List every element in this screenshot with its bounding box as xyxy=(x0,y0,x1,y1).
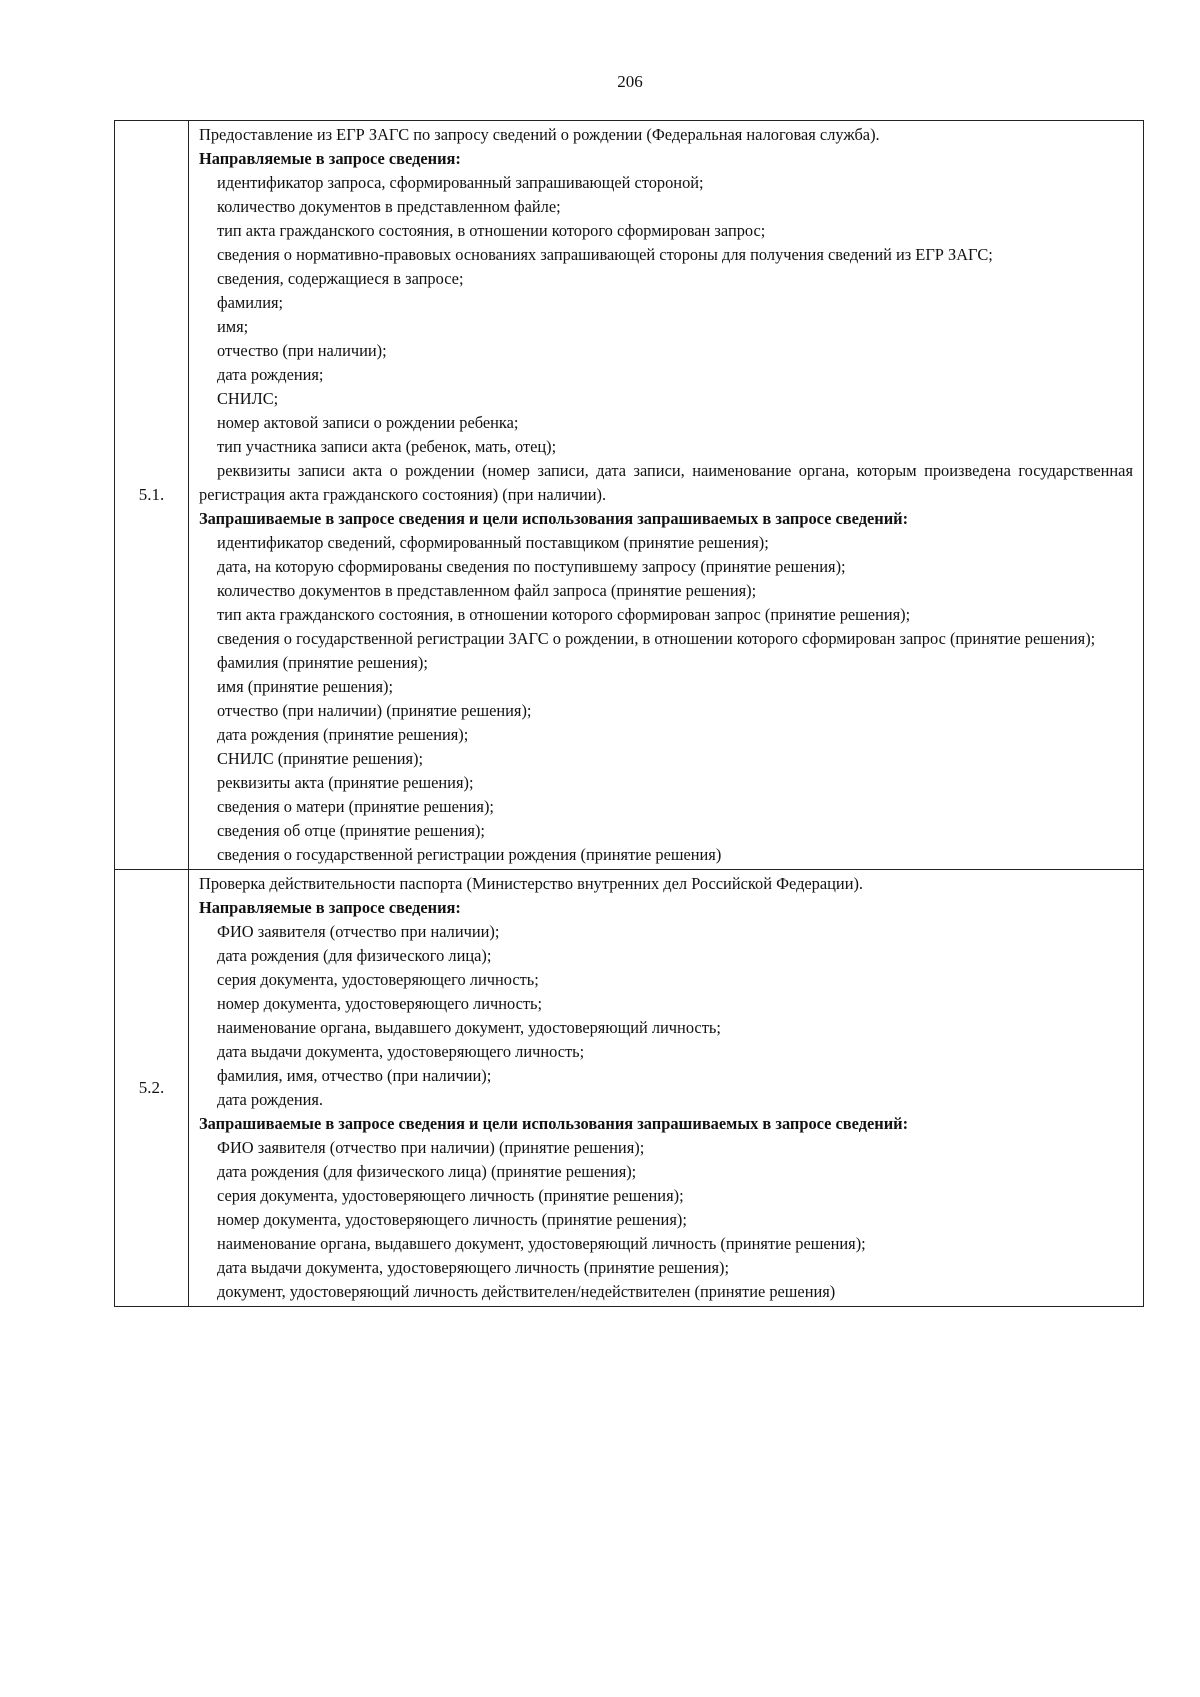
list-item: имя (принятие решения); xyxy=(217,677,394,696)
table-row-5-2 xyxy=(115,870,1144,1307)
list-item: имя; xyxy=(217,317,249,336)
list-item: дата рождения (для физического лица) (принятие решения); xyxy=(217,1162,637,1181)
list-item: реквизиты акта (принятие решения); xyxy=(217,773,474,792)
list-item: отчество (при наличии); xyxy=(217,341,387,360)
requested-heading: Запрашиваемые в запросе сведения и цели использования запрашиваемых в запросе сведений: xyxy=(199,1114,909,1133)
list-item: тип акта гражданского состояния, в отношении которого сформирован запрос (принятие решения); xyxy=(217,605,911,624)
list-item: дата, на которую сформированы сведения по поступившему запросу (принятие решения); xyxy=(217,557,846,576)
list-item: ФИО заявителя (отчество при наличии); xyxy=(217,922,500,941)
row-title: Предоставление из ЕГР ЗАГС по запросу сведений о рождении (Федеральная налоговая служба). xyxy=(199,125,880,144)
list-item: номер актовой записи о рождении ребенка; xyxy=(217,413,519,432)
row-title: Проверка действительности паспорта (Министерство внутренних дел Российской Федерации). xyxy=(199,874,864,893)
page-number: 206 xyxy=(617,72,643,91)
list-item: дата рождения. xyxy=(217,1090,324,1109)
list-item: наименование органа, выдавшего документ, удостоверяющий личность; xyxy=(217,1018,721,1037)
list-item: количество документов в представленном файле; xyxy=(217,197,561,216)
row-content xyxy=(189,870,1144,1307)
list-item: дата выдачи документа, удостоверяющего личность (принятие решения); xyxy=(217,1258,730,1277)
list-item: документ, удостоверяющий личность действителен/недействителен (принятие решения) xyxy=(217,1282,836,1301)
list-item: фамилия; xyxy=(217,293,284,312)
list-item: отчество (при наличии) (принятие решения); xyxy=(217,701,532,720)
list-item: идентификатор запроса, сформированный запрашивающей стороной; xyxy=(217,173,704,192)
list-item: дата рождения; xyxy=(217,365,324,384)
list-item: дата рождения (для физического лица); xyxy=(217,946,492,965)
list-item: реквизиты записи акта о рождении (номер записи, дата записи, наименование органа, которым произведена государственная регистрация акта гражданского состояния) (при наличии). xyxy=(199,461,1133,504)
row-content xyxy=(189,121,1144,870)
sent-heading: Направляемые в запросе сведения: xyxy=(199,149,461,168)
list-item: номер документа, удостоверяющего личность (принятие решения); xyxy=(217,1210,687,1229)
list-item: фамилия, имя, отчество (при наличии); xyxy=(217,1066,492,1085)
row-number: 5.1. xyxy=(115,121,189,870)
list-item: сведения о государственной регистрации рождения (принятие решения) xyxy=(217,845,722,864)
list-item: дата рождения (принятие решения); xyxy=(217,725,469,744)
list-item: тип участника записи акта (ребенок, мать, отец); xyxy=(217,437,557,456)
list-item: СНИЛС; xyxy=(217,389,279,408)
list-item: сведения о государственной регистрации ЗАГС о рождении, в отношении которого сформирован запрос (принятие решения); xyxy=(217,629,1096,648)
list-item: ФИО заявителя (отчество при наличии) (принятие решения); xyxy=(217,1138,645,1157)
list-item: количество документов в представленном файл запроса (принятие решения); xyxy=(217,581,757,600)
data-exchange-table xyxy=(114,120,1144,1307)
sent-heading: Направляемые в запросе сведения: xyxy=(199,898,461,917)
table-row-5-1 xyxy=(115,121,1144,870)
list-item: дата выдачи документа, удостоверяющего личность; xyxy=(217,1042,585,1061)
list-item: сведения, содержащиеся в запросе; xyxy=(217,269,464,288)
list-item: сведения о матери (принятие решения); xyxy=(217,797,494,816)
list-item: номер документа, удостоверяющего личность; xyxy=(217,994,543,1013)
list-item: тип акта гражданского состояния, в отношении которого сформирован запрос; xyxy=(217,221,766,240)
list-item: серия документа, удостоверяющего личность; xyxy=(217,970,539,989)
list-item: фамилия (принятие решения); xyxy=(217,653,428,672)
list-item: серия документа, удостоверяющего личность (принятие решения); xyxy=(217,1186,684,1205)
list-item: наименование органа, выдавшего документ, удостоверяющий личность (принятие решения); xyxy=(217,1234,866,1253)
requested-heading: Запрашиваемые в запросе сведения и цели использования запрашиваемых в запросе сведений: xyxy=(199,509,909,528)
list-item: идентификатор сведений, сформированный поставщиком (принятие решения); xyxy=(217,533,769,552)
list-item: сведения о нормативно-правовых основаниях запрашивающей стороны для получения сведений из ЕГР ЗАГС; xyxy=(217,245,993,264)
list-item: сведения об отце (принятие решения); xyxy=(217,821,485,840)
list-item: СНИЛС (принятие решения); xyxy=(217,749,424,768)
row-number: 5.2. xyxy=(115,870,189,1307)
